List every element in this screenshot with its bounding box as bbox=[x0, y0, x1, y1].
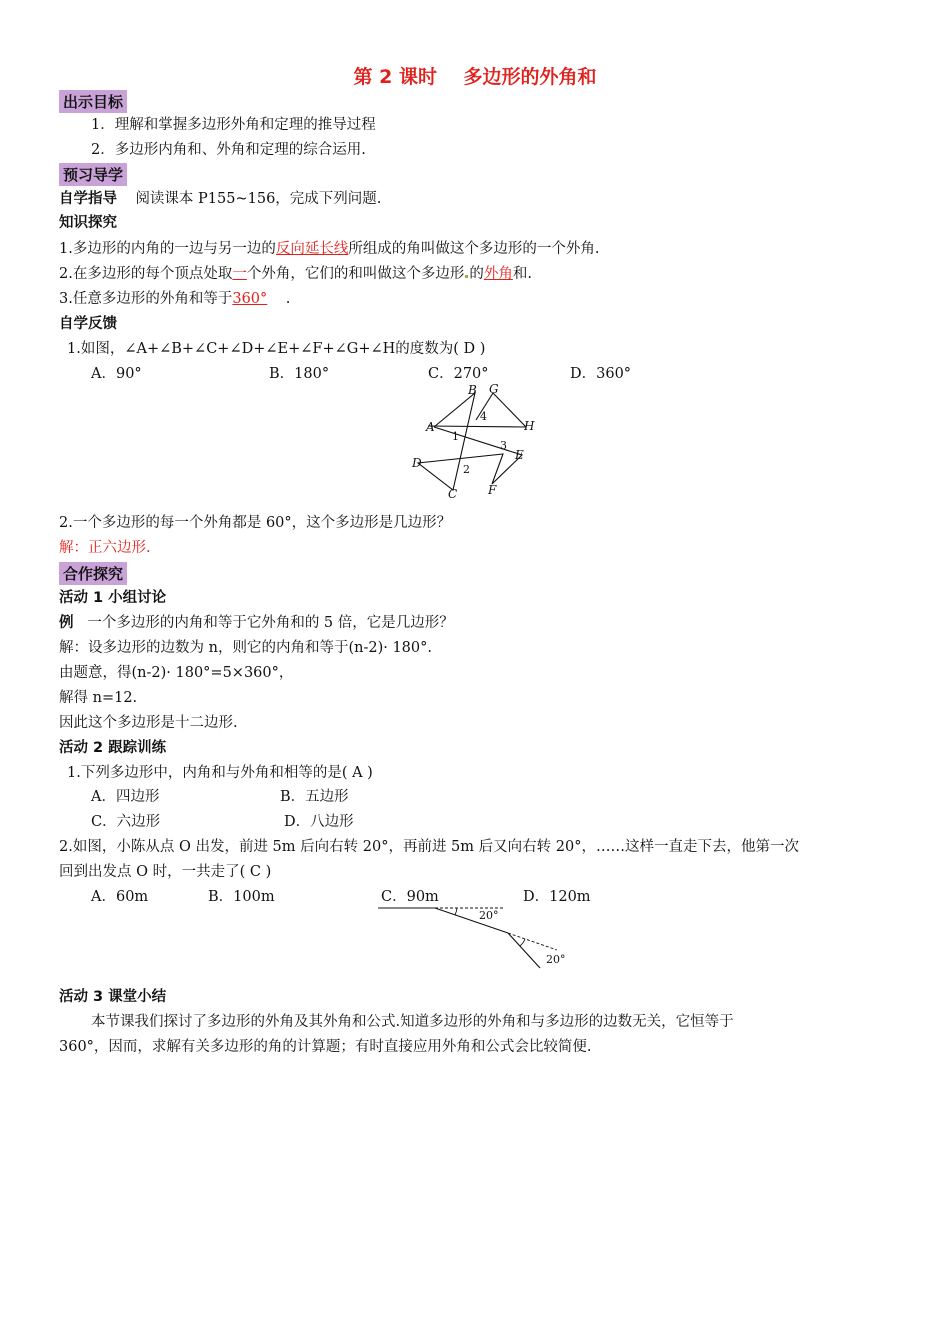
knowledge-q2-answer-2: 外角 bbox=[483, 266, 513, 282]
activity2-q2-option-d: D．120m bbox=[523, 889, 591, 905]
activity2-q2-option-c: C．90m bbox=[381, 889, 439, 905]
activity1-example-label: 例 bbox=[59, 615, 74, 631]
activity2-q1-option-b: B．五边形 bbox=[280, 789, 349, 805]
point-d-label: D bbox=[412, 456, 422, 470]
point-g-label: G bbox=[489, 382, 499, 396]
angle-2-label: 2 bbox=[463, 463, 470, 476]
activity3-line-1: 本节课我们探讨了多边形的外角及其外角和公式.知道多边形的外角和与多边形的边数无关，它恒等于 bbox=[91, 1014, 734, 1030]
angle-4-label: 4 bbox=[480, 410, 487, 423]
knowledge-q3-answer: 360° bbox=[232, 291, 268, 307]
self-study-text: 阅读课本 P155~156，完成下列问题. bbox=[135, 191, 382, 207]
section-preview-tag: 预习导学 bbox=[59, 163, 127, 186]
feedback-q1: 1.如图，∠A+∠B+∠C+∠D+∠E+∠F+∠G+∠H的度数为( D ) bbox=[67, 341, 486, 357]
turn-angle-2-label: 20° bbox=[546, 953, 566, 966]
turn-angle-1-label: 20° bbox=[479, 909, 499, 922]
knowledge-q1-answer: 反向延长线 bbox=[275, 241, 349, 257]
knowledge-q1-text: 1.多边形的内角的一边与另一边的 bbox=[59, 241, 276, 257]
activity2-q2-option-a: A．60m bbox=[91, 889, 149, 905]
angle-sum-figure bbox=[408, 382, 548, 502]
feedback-q2-answer: 解：正六边形. bbox=[59, 540, 151, 556]
goal-2: 2．多边形内角和、外角和定理的综合运用. bbox=[91, 142, 366, 158]
knowledge-q2-answer-1: 一 bbox=[232, 266, 247, 282]
point-h-label: H bbox=[524, 419, 535, 433]
feedback-q1-option-d: D．360° bbox=[570, 366, 632, 382]
knowledge-q3-text: 3.任意多边形的外角和等于 bbox=[59, 291, 233, 307]
angle-1-label: 1 bbox=[452, 430, 459, 443]
self-study-line bbox=[59, 189, 381, 209]
activity1-line-1: 解：设多边形的边数为 n，则它的内角和等于(n-2)· 180°. bbox=[59, 640, 432, 656]
knowledge-q3-tail: . bbox=[285, 291, 291, 307]
feedback-q1-option-c: C．270° bbox=[428, 366, 489, 382]
knowledge-q2-mid2: 的 bbox=[469, 266, 484, 282]
activity2-q1-option-c: C．六边形 bbox=[91, 814, 161, 830]
point-b-label: B bbox=[468, 383, 477, 397]
knowledge-q2-text: 2.在多边形的每个顶点处取 bbox=[59, 266, 233, 282]
goal-1: 1．理解和掌握多边形外角和定理的推导过程 bbox=[91, 117, 376, 133]
activity1-example-text: 一个多边形的内角和等于它外角和的 5 倍，它是几边形？ bbox=[87, 615, 454, 631]
green-dot bbox=[465, 275, 468, 278]
knowledge-q1-tail: 所组成的角叫做这个多边形的一个外角. bbox=[348, 241, 600, 257]
point-e-label: E bbox=[515, 448, 524, 462]
figure-line-ah bbox=[428, 426, 526, 427]
angle-arc-1 bbox=[455, 908, 457, 915]
page-title: 第 2 课时 多边形的外角和 bbox=[353, 66, 597, 88]
knowledge-q1 bbox=[59, 239, 599, 259]
self-study-label: 自学指导 bbox=[59, 191, 117, 207]
knowledge-q3 bbox=[59, 289, 290, 309]
section-coop-tag: 合作探究 bbox=[59, 562, 127, 585]
activity1-line-4: 因此这个多边形是十二边形. bbox=[59, 715, 238, 731]
knowledge-q2 bbox=[59, 264, 532, 284]
activity2-q1-option-d: D．八边形 bbox=[284, 814, 354, 830]
feedback-q1-option-a: A．90° bbox=[91, 366, 142, 382]
point-a-label: A bbox=[426, 420, 435, 434]
knowledge-heading: 知识探究 bbox=[59, 215, 117, 231]
activity3-heading: 活动 3 课堂小结 bbox=[59, 989, 167, 1005]
feedback-heading: 自学反馈 bbox=[59, 316, 117, 332]
activity1-heading: 活动 1 小组讨论 bbox=[59, 590, 167, 606]
feedback-q2: 2.一个多边形的每一个外角都是 60°，这个多边形是几边形？ bbox=[59, 515, 452, 531]
knowledge-q2-mid: 个外角，它们的和叫做这个多边形 bbox=[246, 266, 465, 282]
activity3-line-2: 360°，因而，求解有关多边形的角的计算题；有时直接应用外角和公式会比较简便. bbox=[59, 1039, 592, 1055]
activity1-line-2: 由题意，得(n-2)· 180°=5×360°， bbox=[59, 665, 294, 681]
activity2-q1-option-a: A．四边形 bbox=[91, 789, 160, 805]
activity1-line-3: 解得 n=12. bbox=[59, 690, 138, 706]
point-c-label: C bbox=[448, 487, 458, 501]
activity2-q2-line-2: 回到出发点 O 时，一共走了( C ) bbox=[59, 864, 272, 880]
knowledge-q2-tail: 和. bbox=[512, 266, 532, 282]
activity2-heading: 活动 2 跟踪训练 bbox=[59, 740, 167, 756]
activity1-example bbox=[59, 613, 454, 633]
angle-arc-2 bbox=[520, 939, 525, 946]
activity2-q1: 1.下列多边形中，内角和与外角和相等的是( A ) bbox=[67, 765, 373, 781]
point-f-label: F bbox=[488, 483, 497, 497]
section-goals-tag: 出示目标 bbox=[59, 90, 127, 113]
figure-line-gh bbox=[493, 393, 526, 427]
walking-path-figure bbox=[375, 900, 575, 972]
feedback-q1-option-b: B．180° bbox=[269, 366, 330, 382]
angle-3-label: 3 bbox=[500, 439, 507, 452]
activity2-q2-line-1: 2.如图，小陈从点 O 出发，前进 5m 后向右转 20°，再前进 5m 后又向右转 20°，……这样一直走下去，他第一次 bbox=[59, 839, 799, 855]
activity2-q2-option-b: B．100m bbox=[208, 889, 275, 905]
